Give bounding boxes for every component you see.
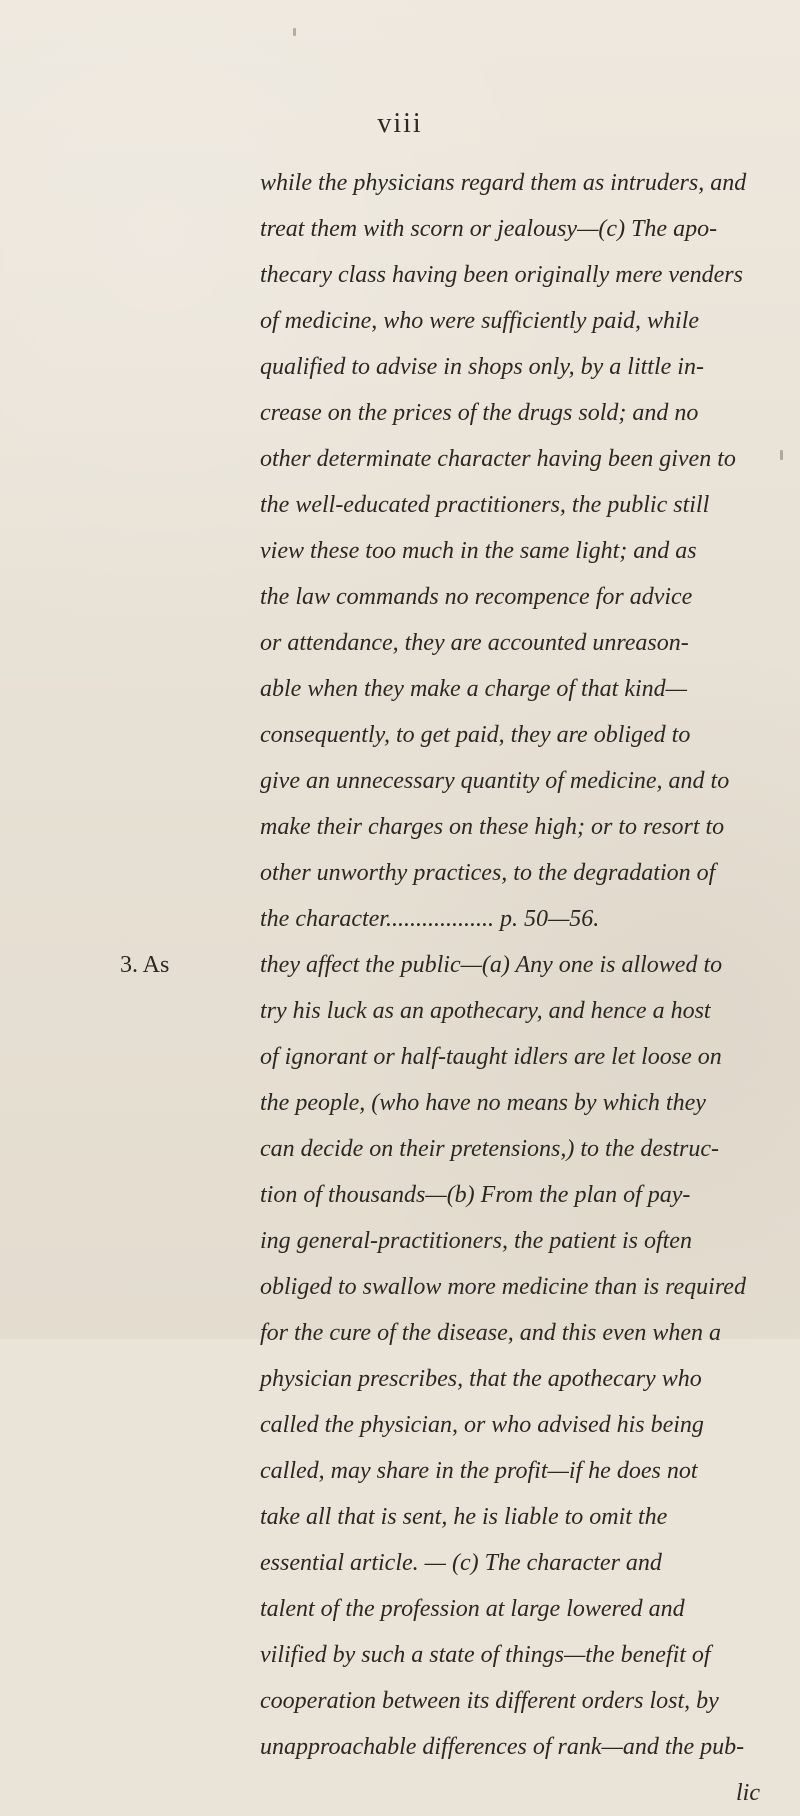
text-line-19: try his luck as an apothecary, and hence a host xyxy=(260,998,711,1024)
text-line-27: physician prescribes, that the apothecary who xyxy=(260,1366,702,1392)
catchword-line xyxy=(260,1770,760,1816)
text-line-24: ing general-practitioners, the patient is often xyxy=(260,1228,692,1254)
text-line-2: treat them with scorn or jealousy—(c) The apo- xyxy=(260,216,718,242)
text-line-6: crease on the prices of the drugs sold; and no xyxy=(260,400,699,426)
page-number: viii xyxy=(377,108,423,139)
text-line-5: qualified to advise in shops only, by a little in- xyxy=(260,354,704,380)
text-line-33: vilified by such a state of things—the benefit of xyxy=(260,1642,711,1668)
text-line-3: thecary class having been originally mere venders xyxy=(260,262,743,288)
section-line-18 xyxy=(120,942,760,988)
text-line-30: take all that is sent, he is liable to omit the xyxy=(260,1504,668,1530)
text-line-16: other unworthy practices, to the degradation of xyxy=(260,860,716,886)
text-line-22: can decide on their pretensions,) to the destruc- xyxy=(260,1136,719,1162)
text-line-12: able when they make a charge of that kind— xyxy=(260,676,688,702)
ink-speck xyxy=(293,28,296,36)
text-line-8: the well-educated practitioners, the public still xyxy=(260,492,710,518)
text-line-23: tion of thousands—(b) From the plan of pay- xyxy=(260,1182,691,1208)
text-line-13: consequently, to get paid, they are obliged to xyxy=(260,722,691,748)
text-line-32: talent of the profession at large lowered and xyxy=(260,1596,685,1622)
text-line-17: the character.................. p. 50—56. xyxy=(260,906,600,932)
text-line-26: for the cure of the disease, and this even when a xyxy=(260,1320,722,1346)
text-line-1: while the physicians regard them as intruders, and xyxy=(260,170,747,196)
text-line-14: give an unnecessary quantity of medicine, and to xyxy=(260,768,730,794)
text-line-29: called, may share in the profit—if he does not xyxy=(260,1458,698,1484)
text-line-31: essential article. — (c) The character and xyxy=(260,1550,662,1576)
text-line-21: the people, (who have no means by which they xyxy=(260,1090,706,1116)
section-number: 3. As xyxy=(120,952,170,978)
ink-speck xyxy=(780,450,783,460)
page-body-text xyxy=(120,160,760,1816)
text-line-28: called the physician, or who advised his being xyxy=(260,1412,704,1438)
text-line-18: they affect the public—(a) Any one is allowed to xyxy=(260,952,723,978)
text-line-10: the law commands no recompence for advice xyxy=(260,584,693,610)
text-line-7: other determinate character having been given to xyxy=(260,446,736,472)
text-line-15: make their charges on these high; or to resort to xyxy=(260,814,725,840)
catchword: lic xyxy=(736,1780,760,1806)
text-line-9: view these too much in the same light; and as xyxy=(260,538,697,564)
text-line-25: obliged to swallow more medicine than is required xyxy=(260,1274,746,1300)
text-line-20: of ignorant or half-taught idlers are let loose on xyxy=(260,1044,722,1070)
text-line-35: unapproachable differences of rank—and the pub- xyxy=(260,1734,745,1760)
text-line-4: of medicine, who were sufficiently paid, while xyxy=(260,308,700,334)
text-line-34: cooperation between its different orders lost, by xyxy=(260,1688,719,1714)
text-line-11: or attendance, they are accounted unreason- xyxy=(260,630,689,656)
